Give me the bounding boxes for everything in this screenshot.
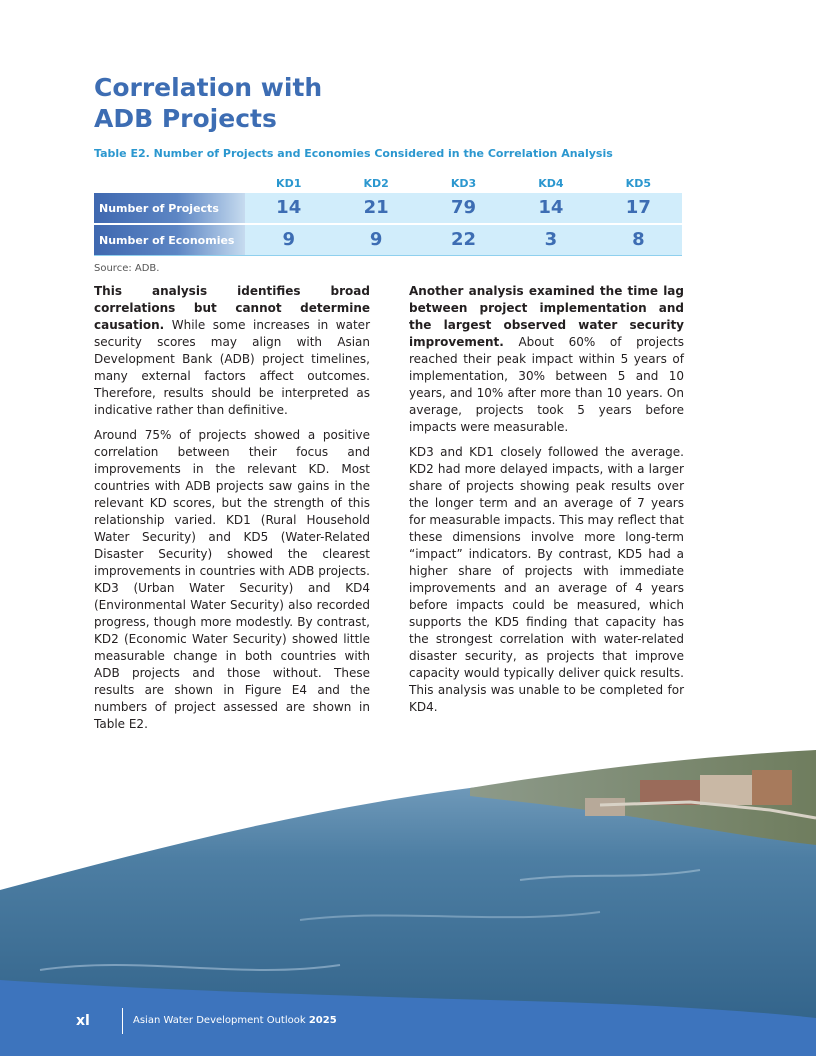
table-caption: Table E2. Number of Projects and Economies Considered in the Correlation Analysis bbox=[94, 147, 613, 160]
row-label-economies: Number of Economies bbox=[94, 225, 245, 255]
table-column-kd1: KD1 bbox=[276, 177, 302, 190]
table-cell: 3 bbox=[544, 229, 558, 250]
table-row-projects bbox=[94, 193, 682, 223]
page-number: xl bbox=[76, 1013, 90, 1029]
table-column-kd5: KD5 bbox=[625, 177, 651, 190]
table-cell: 9 bbox=[369, 229, 383, 250]
left-paragraph-1 bbox=[94, 283, 370, 419]
table-source: Source: ADB. bbox=[94, 263, 160, 274]
page-title-line-2: ADB Projects bbox=[94, 104, 277, 133]
row-values-economies bbox=[245, 225, 682, 255]
table-row-economies bbox=[94, 225, 682, 256]
footer-divider bbox=[122, 1008, 123, 1034]
left-paragraph-2: Around 75% of projects showed a positive correlation between their focus and improvements in the relevant KD. Most countries with ADB projects saw gains in the relevant KD scores, but the strength of this relationship varied. KD1 (Rural Household Water Security) and KD5 (Water-Related Disaster Security) showed the clearest improvements in countries with ADB projects. KD3 (Urban Water Security) and KD4 (Environmental Water Security) also recorded progress, though more modestly. By contrast, KD2 (Economic Water Security) showed little measurable change in both countries with ADB projects and those without. These results are shown in Figure E4 and the numbers of project assessed are shown in Table E2. bbox=[94, 428, 370, 731]
right-column bbox=[409, 283, 684, 724]
publication-title: Asian Water Development Outlook bbox=[133, 1015, 306, 1026]
table-cell: 17 bbox=[625, 197, 651, 218]
table-column-kd2: KD2 bbox=[363, 177, 389, 190]
left-paragraph-1-lead: This analysis identifies broad correlations but cannot determine causation. bbox=[94, 284, 370, 332]
table-column-kd3: KD3 bbox=[450, 177, 477, 190]
table-cell: 14 bbox=[276, 197, 302, 218]
left-column bbox=[94, 283, 370, 741]
row-values-projects bbox=[245, 193, 682, 223]
table-cell: 14 bbox=[538, 197, 564, 218]
right-paragraph-1 bbox=[409, 283, 684, 436]
table-cell: 22 bbox=[450, 229, 477, 250]
row-label-projects: Number of Projects bbox=[94, 193, 245, 223]
right-paragraph-1-lead: Another analysis examined the time lag between project implementation and the largest observed water security improvement. bbox=[409, 284, 684, 349]
page-title-line-1: Correlation with bbox=[94, 73, 323, 102]
footer-publication bbox=[133, 1015, 337, 1026]
table-cell: 8 bbox=[632, 229, 645, 250]
left-paragraph-1-body: While some increases in water security scores may align with Asian Development Bank (ADB) project timelines, many external factors affect outcomes. Therefore, results should be interpreted as indicative rather than definitive. bbox=[94, 318, 370, 417]
table-cell: 21 bbox=[363, 197, 389, 218]
right-paragraph-1-body: About 60% of projects reached their peak impact within 5 years of implementation, 30% between 5 and 10 years, and 10% after more than 10 years. On average, projects took 5 years before impacts were measurable. bbox=[409, 335, 684, 434]
right-paragraph-2: KD3 and KD1 closely followed the average. KD2 had more delayed impacts, with a larger share of projects showing peak results over the longer term and an average of 7 years for measurable impacts. This may reflect that these dimensions involve more long-term “impact” indicators. By contrast, KD5 had a higher share of projects with immediate improvements and an average of 4 years before impacts could be measured, which supports the KD5 finding that capacity has the strongest correlation with water-related disaster security, as projects that improve capacity would typically deliver quick results. This analysis was unable to be completed for KD4. bbox=[409, 445, 684, 714]
table-column-kd4: KD4 bbox=[538, 177, 564, 190]
publication-year: 2025 bbox=[308, 1015, 337, 1026]
table-cell: 79 bbox=[450, 197, 477, 218]
page-title bbox=[94, 72, 322, 134]
table-cell: 9 bbox=[282, 229, 295, 250]
table-header bbox=[245, 177, 682, 193]
